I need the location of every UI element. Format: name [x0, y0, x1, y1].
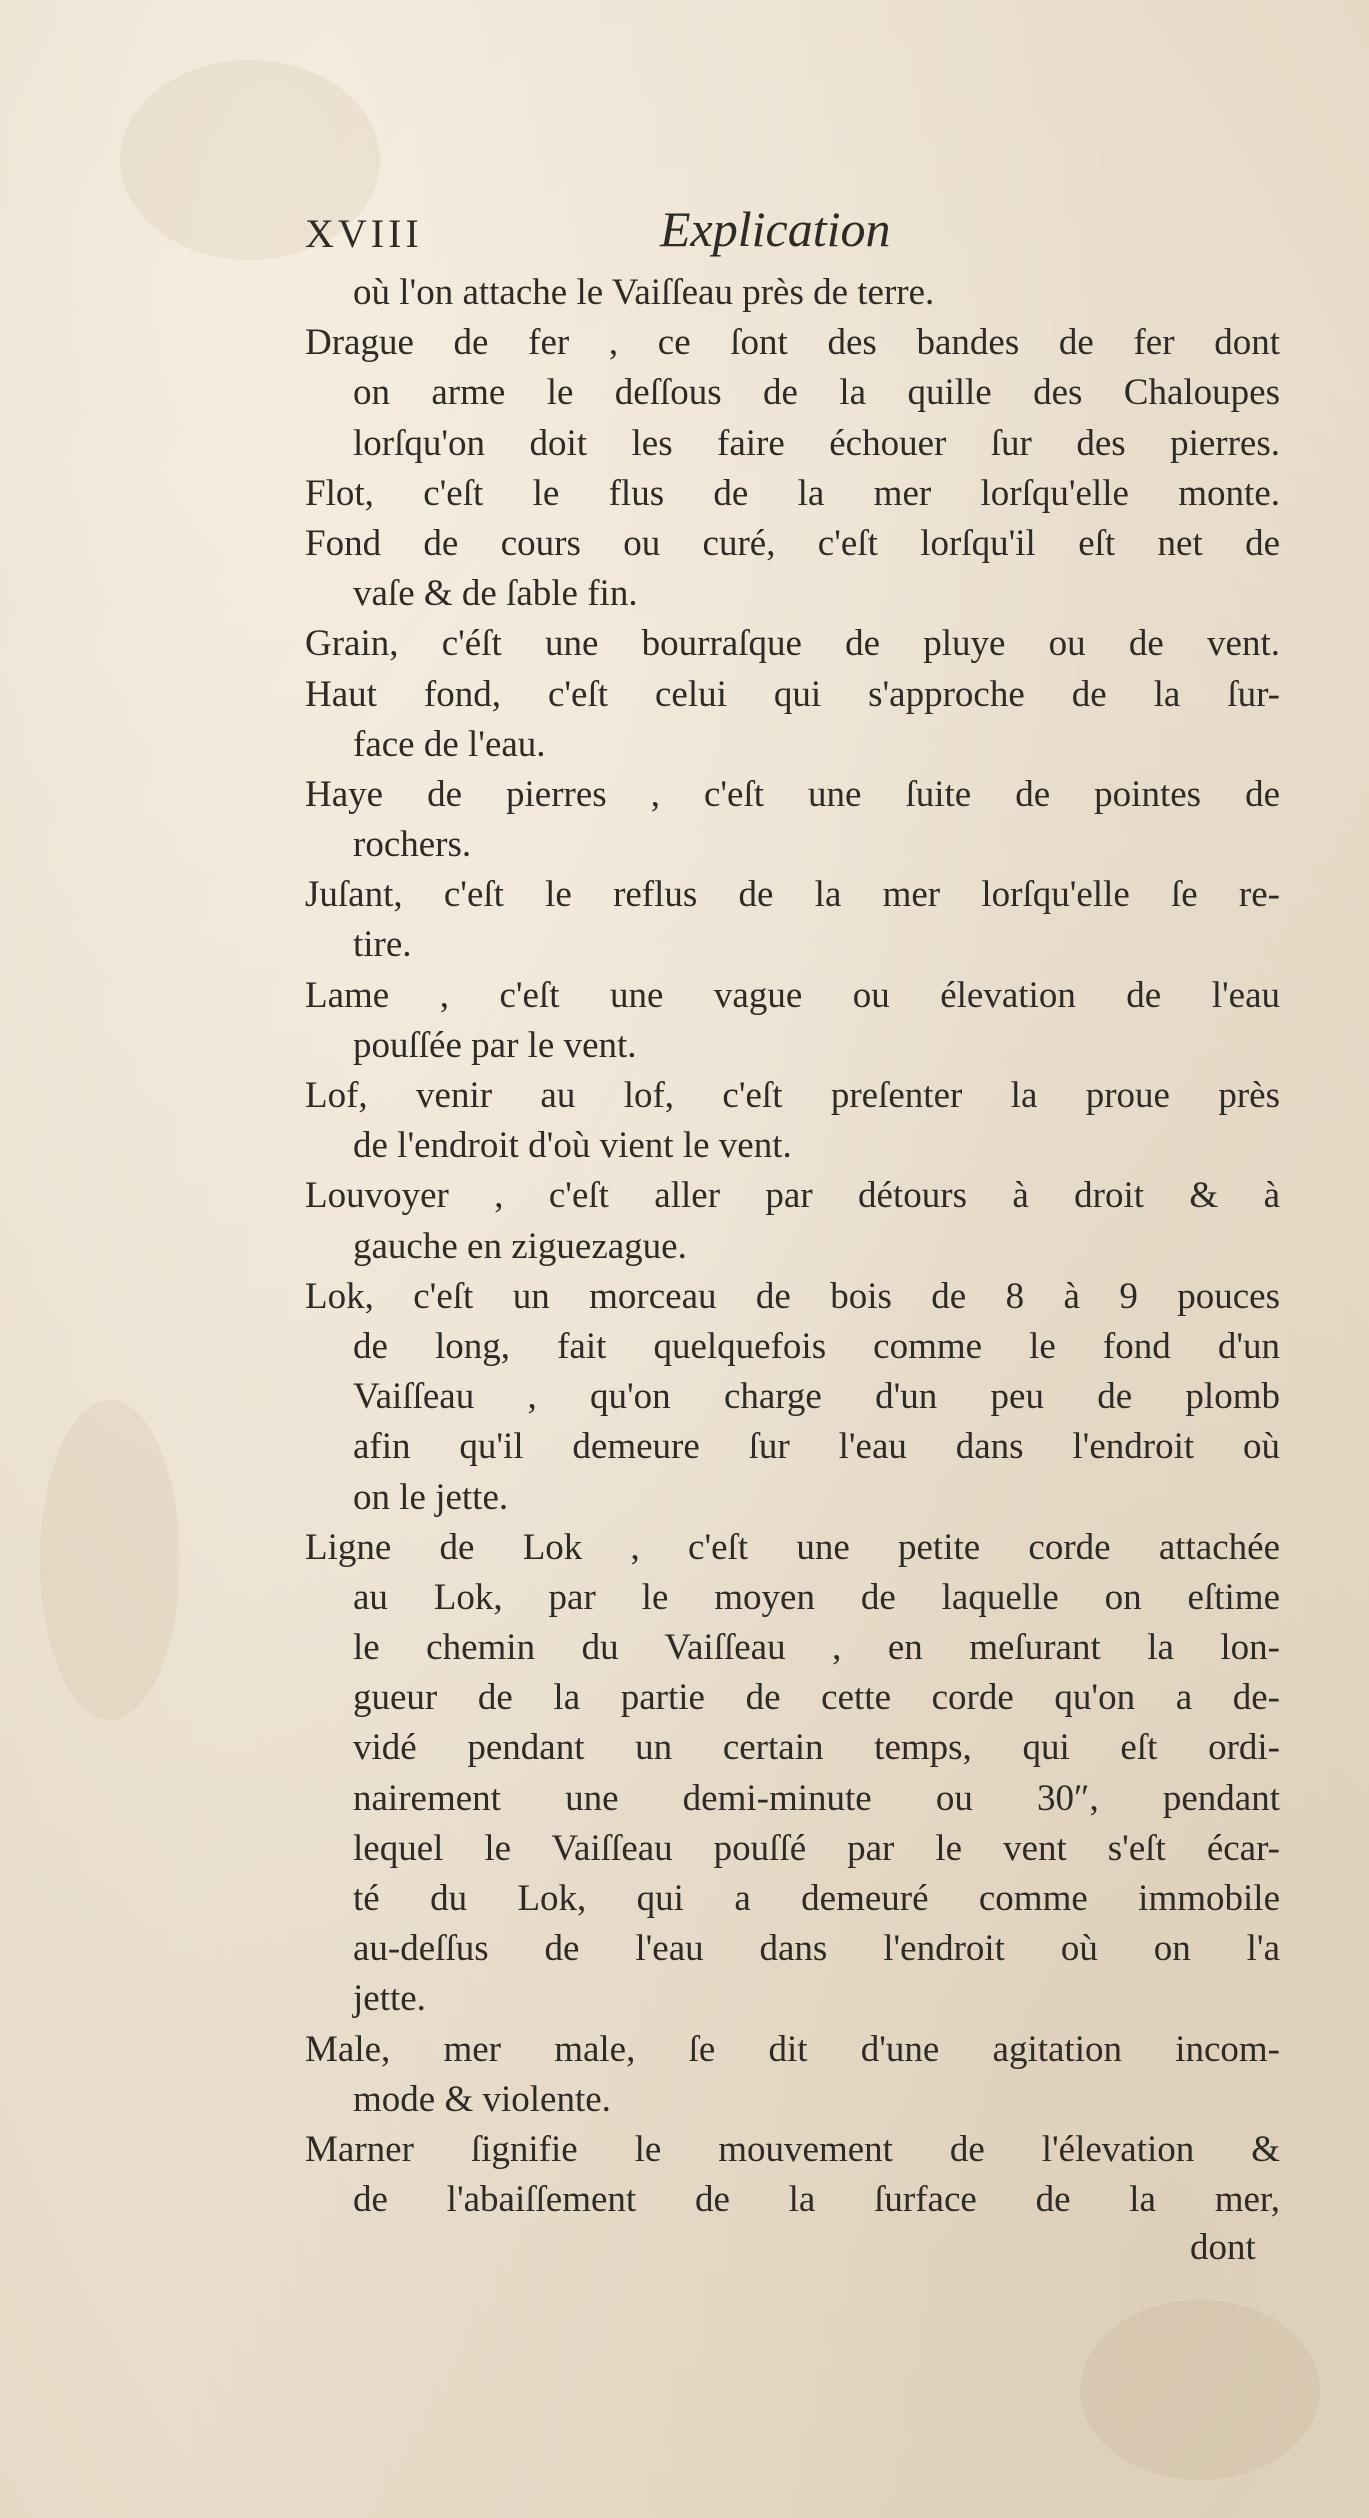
- catchword: dont: [1190, 2227, 1256, 2268]
- text-line: le chemin du Vaiſſeau , en meſurant la lon-: [353, 1627, 1280, 1669]
- text-line: vidé pendant un certain temps, qui eſt ordi-: [353, 1727, 1280, 1769]
- page-header: [305, 200, 1285, 270]
- paper-stain: [40, 1400, 180, 1720]
- text-line: on arme le deſſous de la quille des Chaloupes: [353, 372, 1280, 414]
- text-line: Haut fond, c'eſt celui qui s'approche de la ſur-: [305, 673, 1280, 715]
- text-line: vaſe & de ſable fin.: [353, 573, 638, 615]
- text-line: jette.: [353, 1978, 426, 2020]
- text-line: gauche en ziguezague.: [353, 1225, 687, 1267]
- text-line: Grain, c'éſt une bourraſque de pluye ou de vent.: [305, 623, 1280, 665]
- text-line: Marner ſignifie le mouvement de l'élevation &: [305, 2128, 1280, 2170]
- text-line: rochers.: [353, 824, 472, 866]
- text-line: tire.: [353, 924, 412, 966]
- glossary-text: [305, 268, 1280, 2225]
- text-line: Drague de fer , ce ſont des bandes de fer dont: [305, 322, 1280, 364]
- text-line: face de l'eau.: [353, 723, 546, 765]
- text-line: au-deſſus de l'eau dans l'endroit où on l'a: [353, 1928, 1280, 1970]
- text-line: Louvoyer , c'eſt aller par détours à droit & à: [305, 1175, 1280, 1217]
- running-title: Explication: [660, 201, 891, 257]
- text-line: de l'endroit d'où vient le vent.: [353, 1125, 792, 1167]
- text-line: Fond de cours ou curé, c'eſt lorſqu'il eſt net de: [305, 522, 1280, 564]
- text-line: Lame , c'eſt une vague ou élevation de l'eau: [305, 974, 1280, 1016]
- page-number: XVIII: [305, 211, 423, 256]
- text-line: afin qu'il demeure ſur l'eau dans l'endroit où: [353, 1426, 1280, 1468]
- text-line: té du Lok, qui a demeuré comme immobile: [353, 1878, 1280, 1919]
- text-line: Lof, venir au lof, c'eſt preſenter la proue près: [305, 1075, 1280, 1116]
- text-line: Ligne de Lok , c'eſt une petite corde attachée: [305, 1526, 1280, 1568]
- paper-stain: [1080, 2300, 1320, 2480]
- text-line: on le jette.: [353, 1476, 509, 1518]
- text-line: Haye de pierres , c'eſt une ſuite de pointes de: [305, 773, 1280, 815]
- text-line: Flot, c'eſt le flus de la mer lorſqu'elle monte.: [305, 472, 1280, 514]
- text-line: nairement une demi-minute ou 30″, pendant: [353, 1777, 1280, 1819]
- text-line: où l'on attache le Vaiſſeau près de terre.: [353, 272, 935, 313]
- text-line: Male, mer male, ſe dit d'une agitation incom-: [305, 2028, 1280, 2070]
- text-line: de l'abaiſſement de la ſurface de la mer,: [353, 2179, 1280, 2221]
- text-line: de long, fait quelquefois comme le fond d'un: [353, 1325, 1280, 1367]
- text-line: Vaiſſeau , qu'on charge d'un peu de plomb: [353, 1376, 1280, 1418]
- text-line: lequel le Vaiſſeau pouſſé par le vent s'eſt écar-: [353, 1827, 1280, 1869]
- text-line: mode & violente.: [353, 2078, 611, 2120]
- text-line: gueur de la partie de cette corde qu'on a de-: [353, 1677, 1280, 1719]
- text-line: pouſſée par le vent.: [353, 1024, 637, 1066]
- text-line: Lok, c'eſt un morceau de bois de 8 à 9 pouces: [305, 1275, 1280, 1317]
- text-line: au Lok, par le moyen de laquelle on eſtime: [353, 1576, 1280, 1618]
- text-line: lorſqu'on doit les faire échouer ſur des pierres.: [353, 422, 1280, 464]
- text-line: Juſant, c'eſt le reflus de la mer lorſqu'elle ſe re-: [305, 874, 1280, 916]
